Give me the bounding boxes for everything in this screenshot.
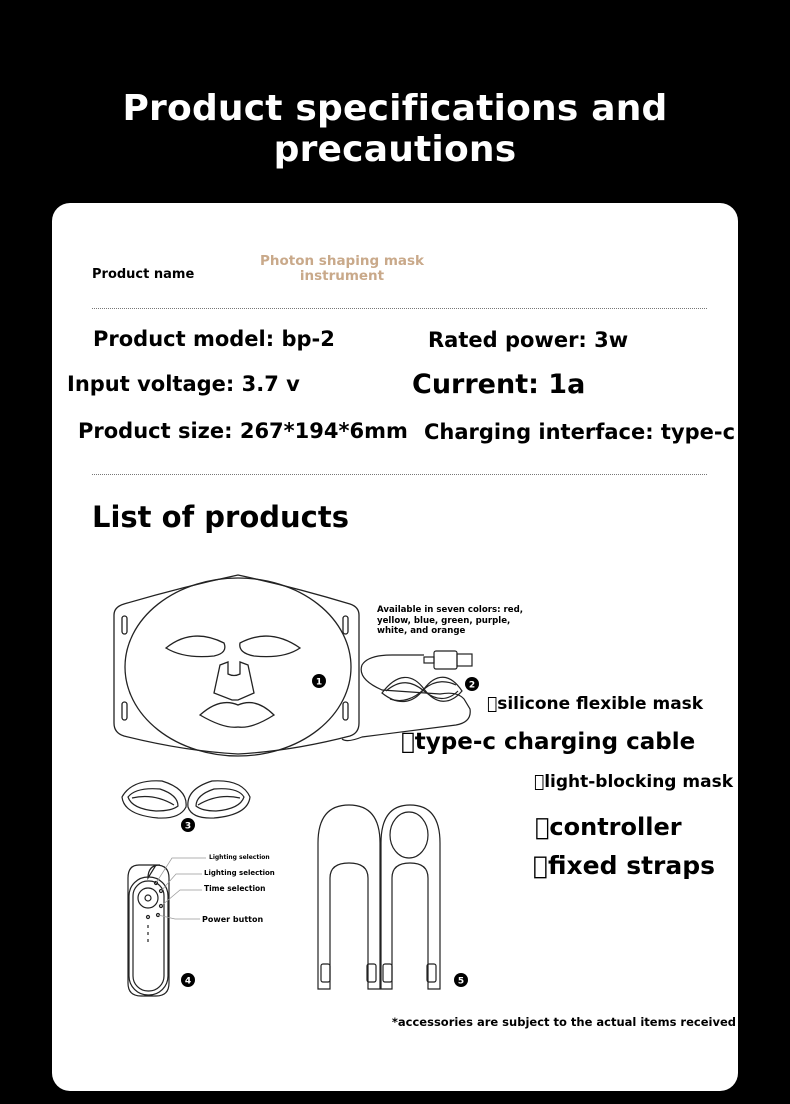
- controller-label-lighting-1: Lighting selection: [209, 854, 270, 861]
- svg-text:4: 4: [184, 976, 192, 987]
- item-silicone-mask:  silicone flexible mask: [487, 694, 704, 714]
- page-title: Product specifications and precautions: [122, 88, 668, 170]
- controller-label-time: Time selection: [204, 884, 266, 893]
- item-controller:  controller: [535, 813, 682, 841]
- products-illustration: [52, 203, 738, 1091]
- svg-text:3: 3: [184, 821, 192, 832]
- item-fixed-straps:  fixed straps: [533, 851, 716, 880]
- controller-illustration: [128, 858, 206, 996]
- product-name-label: Product name: [92, 267, 195, 282]
- spec-model: Product model: bp-2: [93, 327, 335, 351]
- svg-text:5: 5: [457, 976, 465, 987]
- badge-3: [181, 818, 195, 832]
- footnote: *accessories are subject to the actual items received: [391, 1015, 736, 1029]
- spec-interface: Charging interface: type-c: [424, 420, 736, 444]
- badge-1: [312, 674, 326, 688]
- spec-voltage: Input voltage: 3.7 v: [67, 372, 300, 396]
- list-title: List of products: [92, 500, 349, 534]
- product-name-value: Photon shaping mask instrument: [259, 253, 425, 284]
- eye-pads-illustration: [122, 781, 250, 818]
- spec-power: Rated power: 3w: [428, 328, 629, 352]
- spec-current: Current: 1a: [412, 369, 586, 400]
- cable-illustration: [342, 651, 472, 741]
- controller-label-power: Power button: [202, 915, 264, 924]
- item-light-blocking-mask:  light-blocking mask: [534, 772, 733, 792]
- controller-label-lighting-2: Lighting selection: [204, 869, 275, 877]
- svg-text:2: 2: [468, 680, 476, 691]
- badge-4: [181, 973, 195, 987]
- spec-card: [52, 203, 738, 1091]
- straps-illustration: [318, 805, 440, 989]
- svg-text:1: 1: [315, 677, 323, 688]
- badge-5: [454, 973, 468, 987]
- item-charging-cable:  type-c charging cable: [401, 729, 696, 755]
- mask-illustration: [114, 575, 359, 756]
- spec-size: Product size: 267*194*6mm: [78, 419, 408, 443]
- badge-2: [465, 677, 479, 691]
- colors-note: Available in seven colors: red, yellow, blue, green, purple, white, and orange: [377, 605, 524, 636]
